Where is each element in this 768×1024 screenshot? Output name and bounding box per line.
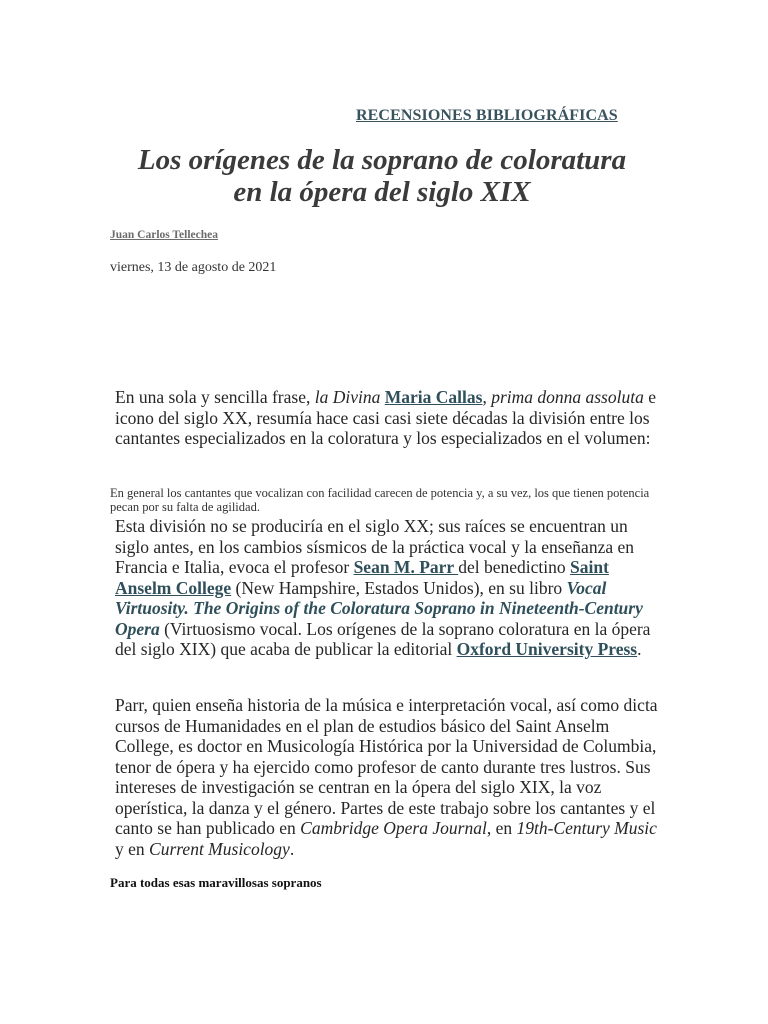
p2-text-3: (New Hampshire, Estados Unidos), en su libro [231,577,567,598]
p3-journal-current-musicology: Current Musicology [149,838,290,859]
p1-emphasis-prima-donna: prima donna assoluta [491,387,644,407]
link-saint-anselm-college[interactable]: Saint Anselm College [115,557,609,598]
link-maria-callas[interactable]: Maria Callas [384,387,483,407]
publish-date: viernes, 13 de agosto de 2021 [110,260,277,275]
p1-emphasis-divina: la Divina [314,387,381,407]
p2-text-4: (Virtuosismo vocal. Los orígenes de la soprano coloratura en la ópera del siglo XIX) que acaba de publicar la editorial [115,618,651,659]
paragraph-intro [115,387,661,449]
quote: En general los cantantes que vocalizan con facilidad carecen de potencia y, a su vez, los que tienen potencia pecan por su falta de agilidad. [110,486,650,514]
p3-text-4: . [289,838,295,859]
link-sean-parr[interactable]: Sean M. Parr [353,557,459,577]
section-label[interactable]: RECENSIONES BIBLIOGRÁFICAS [356,107,618,124]
p1-text-1: En una sola y sencilla frase, [115,387,315,407]
p2-text-2: del benedictino [458,557,571,577]
p2-text-1: Esta división no se produciría en el siglo XX; sus raíces se encuentran un siglo antes, en los cambios sísmicos de la práctica vocal y la enseñanza en Francia e Italia, evoca el profesor [115,516,634,577]
title-line-2: en la ópera del siglo XIX [233,176,531,208]
paragraph-book [115,516,661,660]
paragraph-author-bio [115,695,661,859]
author-link[interactable]: Juan Carlos Tellechea [110,229,218,241]
p3-text-3: y en [115,838,150,859]
p3-text-1: Parr, quien enseña historia de la música e interpretación vocal, así como dicta cursos de Humanidades en el plan de estudios básico del Saint Anselm College, es doctor en Musicología Histórica por la Universidad de Columbia, tenor de ópera y ha ejercido como profesor de canto durante tres lustros. Sus intereses de investigación se centran en la ópera del siglo XIX, la voz operística, la danza y el género. Partes de este trabajo sobre los cantantes y el canto se han publicado en [115,695,658,838]
book-title: Vocal Virtuosity. The Origins of the Coloratura Soprano in Nineteenth-Century Opera [115,577,643,639]
p1-text-4: e icono del siglo XX, resumía hace casi casi siete décadas la división entre los cantantes especializados en la coloratura y los especializados en el volumen: [115,387,656,448]
title-line-1: Los orígenes de la soprano de coloratura [137,144,627,176]
subheading: Para todas esas maravillosas sopranos [110,875,322,890]
p2-text-5: . [637,639,642,659]
p3-text-2: , en [486,818,517,838]
p3-journal-19th-century: 19th-Century Music [516,818,657,838]
article-title [90,144,674,208]
p3-journal-cambridge: Cambridge Opera Journal [300,818,487,838]
link-oxford-university-press[interactable]: Oxford University Press [456,639,638,659]
p1-text-3: , [482,387,492,407]
